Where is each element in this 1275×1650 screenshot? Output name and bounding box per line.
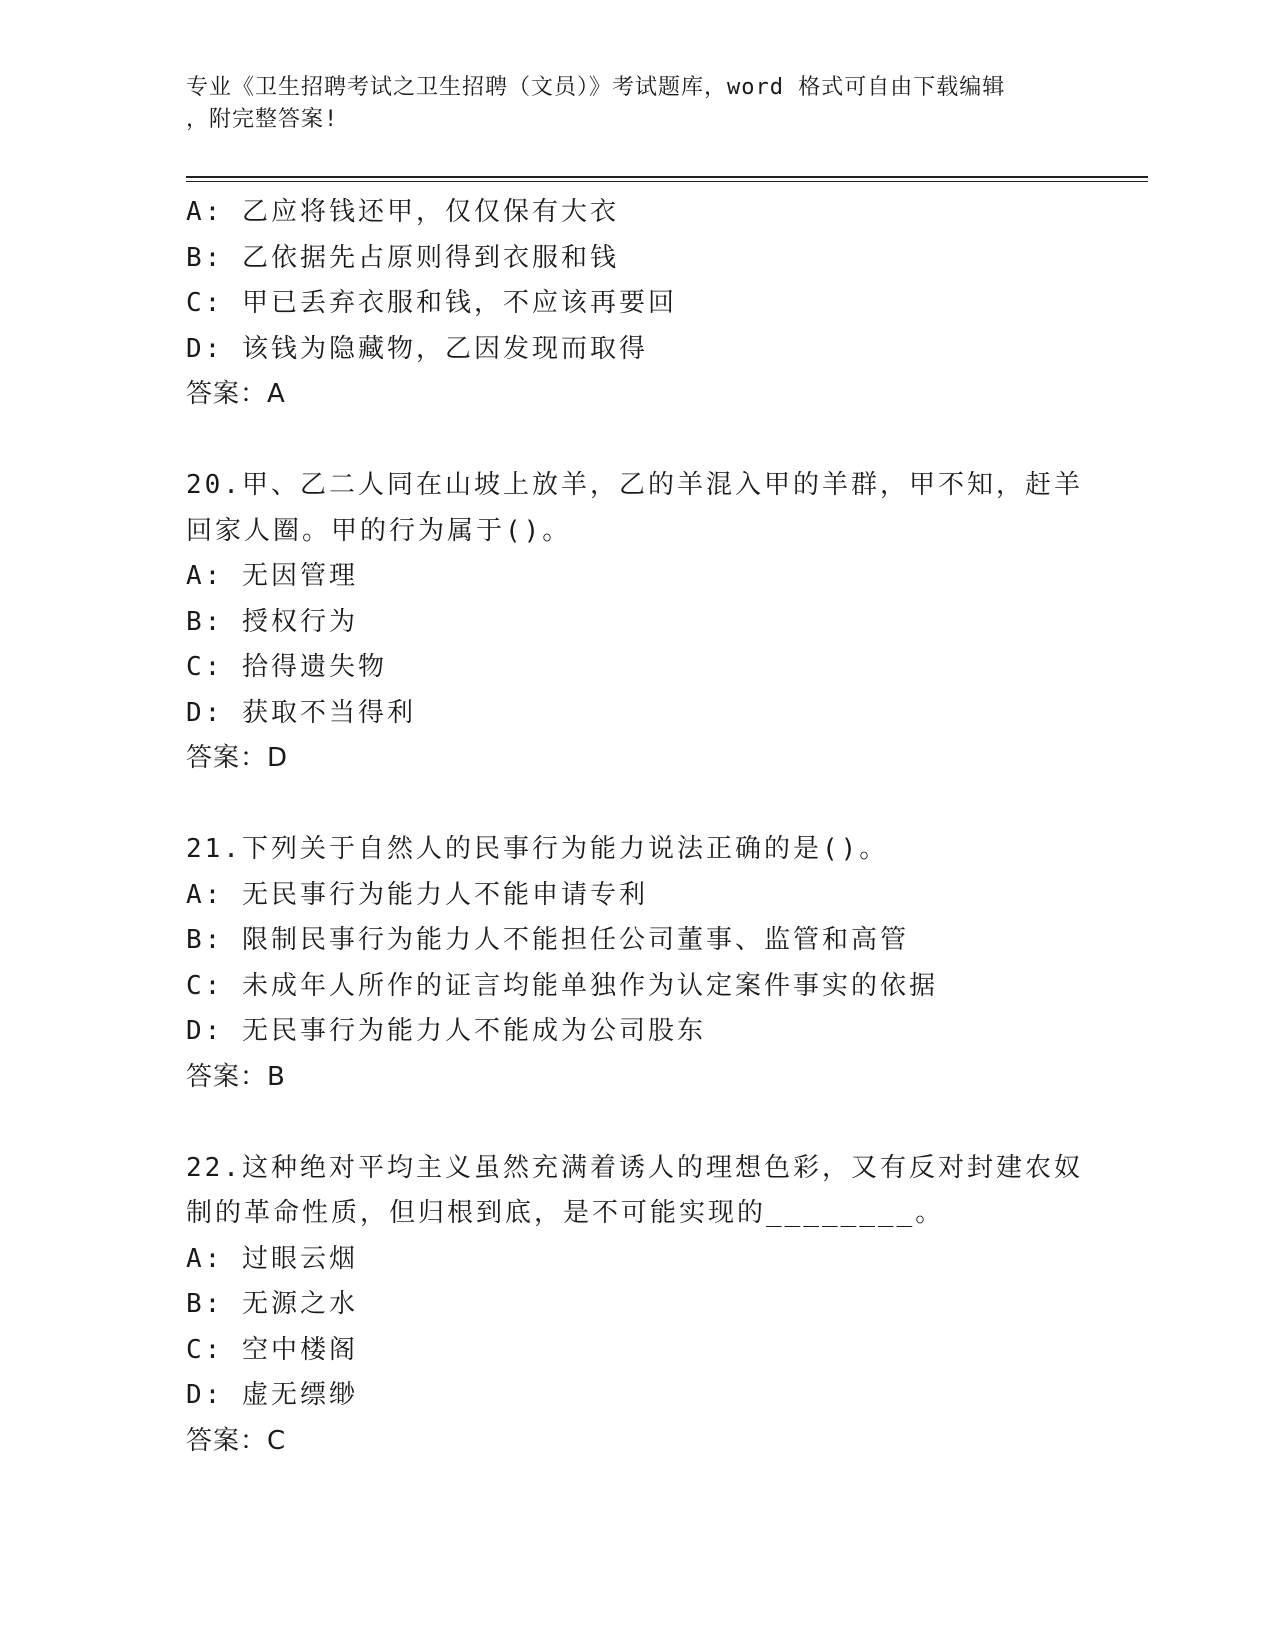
answer: 答案：A [186,379,286,409]
answer: 答案：C [186,1425,287,1456]
option-b: B: 无源之水 [186,1289,358,1319]
option-c: C: 拾得遗失物 [186,652,387,682]
question-list [186,190,1086,1464]
spacer [186,1100,1086,1146]
option-d: D: 该钱为隐藏物，乙因发现而取得 [186,333,648,364]
option-a: A: 乙应将钱还甲，仅仅保有大衣 [186,197,619,227]
option-b: B: 限制民事行为能力人不能担任公司董事、监管和高管 [186,925,909,955]
option-a: A: 过眼云烟 [186,1243,358,1274]
question-19 [186,190,1086,418]
header-line-2: ，附完整答案! [186,107,339,132]
answer: 答案：D [186,743,289,773]
question-22 [186,1146,1086,1465]
question-stem-line-1: 21.下列关于自然人的民事行为能力说法正确的是()。 [186,834,889,864]
spacer [186,418,1086,464]
question-stem-line-2: 制的革命性质，但归根到底，是不可能实现的________。 [186,1198,945,1228]
spacer [186,782,1086,828]
option-a: A: 无因管理 [186,561,358,591]
option-c: C: 未成年人所作的证言均能单独作为认定案件事实的依据 [186,970,938,1001]
answer: 答案：B [186,1061,286,1092]
question-stem-line-2: 回家人圈。甲的行为属于()。 [186,515,572,546]
option-d: D: 虚无缥缈 [186,1380,358,1410]
option-a: A: 无民事行为能力人不能申请专利 [186,879,648,910]
header-line-1: 专业《卫生招聘考试之卫生招聘（文员）》考试题库，word 格式可自由下载编辑 [186,75,1006,100]
question-21 [186,827,1086,1100]
option-d: D: 获取不当得利 [186,697,416,728]
option-c: C: 甲已丢弃衣服和钱，不应该再要回 [186,288,677,318]
question-stem-line-1: 22.这种绝对平均主义虽然充满着诱人的理想色彩，又有反对封建农奴 [186,1152,1083,1183]
document-header [186,72,1066,136]
question-stem-line-1: 20.甲、乙二人同在山坡上放羊，乙的羊混入甲的羊群，甲不知，赶羊 [186,470,1083,500]
option-b: B: 乙依据先占原则得到衣服和钱 [186,242,619,273]
question-20 [186,463,1086,782]
header-divider-thick [186,176,1148,178]
option-c: C: 空中楼阁 [186,1334,358,1365]
option-b: B: 授权行为 [186,606,358,637]
header-divider-thin [186,181,1148,182]
option-d: D: 无民事行为能力人不能成为公司股东 [186,1016,706,1046]
